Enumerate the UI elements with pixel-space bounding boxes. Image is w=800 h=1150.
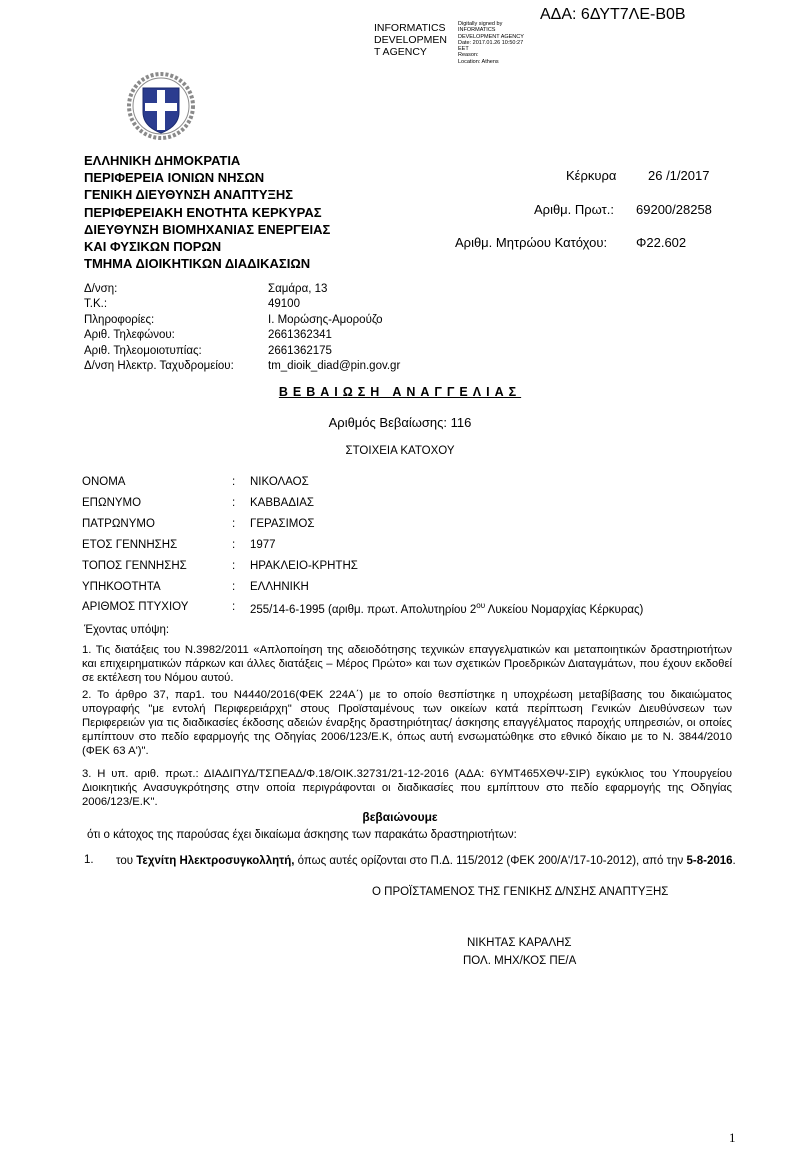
owner-colon: : <box>232 539 236 551</box>
owner-colon: : <box>232 497 236 509</box>
owner-label: ΤΟΠΟΣ ΓΕΝΝΗΣΗΣ <box>82 560 187 572</box>
degree-text: 255/14-6-1995 (αριθμ. πρωτ. Απολυτηρίου 2 <box>250 603 477 616</box>
owner-label: ΟΝΟΜΑ <box>82 476 126 488</box>
header-line: ΚΑΙ ΦΥΣΙΚΩΝ ΠΟΡΩΝ <box>84 239 222 255</box>
header-line: ΠΕΡΙΦΕΡΕΙΑ ΙΟΝΙΩΝ ΝΗΣΩΝ <box>84 170 265 186</box>
activity-number: 1. <box>84 854 94 866</box>
degree-value <box>250 601 643 616</box>
owner-value: ΕΛΛΗΝΙΚΗ <box>250 581 309 593</box>
owner-label: ΕΤΟΣ ΓΕΝΝΗΣΗΣ <box>82 539 178 551</box>
signature-detail-line: EET <box>458 46 469 53</box>
document-title <box>0 385 800 399</box>
registry-label: Αριθμ. Μητρώου Κατόχου: <box>455 235 608 250</box>
signature-detail-line: Digitally signed by <box>458 21 503 27</box>
ada-code: ΑΔΑ: 6ΔΥΤ7ΛΕ-Β0Β <box>540 6 686 23</box>
signature-detail-line: Reason: <box>458 52 479 59</box>
owner-label: ΕΠΩΝΥΜΟ <box>82 497 142 509</box>
paragraph-3: 3. Η υπ. αριθ. πρωτ.: ΔΙΑΔΙΠΥΔ/ΤΣΠΕΑΔ/Φ.18/ΟΙΚ.32731/21-12-2016 (ΑΔΑ: 6ΥΜΤ465ΧΘΨ-ΣΙΡ) εγκύκλιος του Υπουργείου Διοικητικής Ανασυγκρότησης στην οποία περιγράφονται οι διαδικασίες που εμπίπτουν στο πεδίο εφαρμογής της Οδηγίας 2006/123/Ε.Κ". <box>82 768 732 808</box>
header-line: ΔΙΕΥΘΥΝΣΗ ΒΙΟΜΗΧΑΝΙΑΣ ΕΝΕΡΓΕΙΑΣ <box>84 221 331 237</box>
contact-value: 49100 <box>268 298 300 311</box>
signature-detail-line: INFORMATICS <box>458 27 496 34</box>
header-line: ΤΜΗΜΑ ΔΙΟΙΚΗΤΙΚΩΝ ΔΙΑΔΙΚΑΣΙΩΝ <box>84 256 311 272</box>
signature-detail-line: Location: Athens <box>458 58 499 65</box>
paragraph-2: 2. Το άρθρο 37, παρ1. του Ν4440/2016(ΦΕΚ 224Α΄) με το οποίο θεσπίστηκε η υποχρέωση μεταβίβασης του δικαιώματος υπογραφής "με εντολή Περιφερειάρχη" στους Προϊσταμένους των οικείων κατά περίπτωση Γενικών Διευθύνσεων των Περιφερειών για τις διαδικασίες έκδοσης αδειών έναρξης δραστηριότητας/ άσκησης επαγγέλματος παροχής υπηρεσιών, οι οποίες εμπίπτουν στο πεδίο εφαρμογής της Οδηγίας 2006/123/Ε.Κ, όπως αυτή ενσωματώθηκε στο εθνικό δίκαιο με το Ν. 3844/2010 (ΦΕΚ 63 Α')". <box>82 689 732 757</box>
contact-value: Ι. Μορώσης-Αμορούζο <box>268 313 383 326</box>
certificate-number: Αριθμός Βεβαίωσης: 116 <box>328 415 472 430</box>
contact-label: Τ.Κ.: <box>84 298 108 311</box>
document-title-text: ΒΕΒΑΙΩΣΗ ΑΝΑΓΓΕΛΙΑΣ <box>278 385 522 399</box>
contact-label: Αριθ. Τηλεομοιοτυπίας: <box>84 344 202 357</box>
signatory-title: ΠΟΛ. ΜΗΧ/ΚΟΣ ΠΕ/Α <box>463 955 577 967</box>
owner-colon: : <box>232 601 236 613</box>
owner-colon: : <box>232 476 236 488</box>
activity-text <box>116 854 738 869</box>
certify-text: ότι ο κάτοχος της παρούσας έχει δικαίωμα άσκησης των παρακάτω δραστηριοτήτων: <box>87 829 517 841</box>
owner-label: ΠΑΤΡΩΝΥΜΟ <box>82 518 155 530</box>
doc-place: Κέρκυρα <box>566 168 617 183</box>
owner-value: ΝΙΚΟΛΑΟΣ <box>250 476 309 488</box>
contact-info <box>84 282 484 377</box>
contact-label: Δ/νση Ηλεκτρ. Ταχυδρομείου: <box>84 360 234 372</box>
doc-date: 26 /1/2017 <box>648 168 710 183</box>
certify-heading: βεβαιώνουμε <box>362 810 438 824</box>
owner-section-header: ΣΤΟΙΧΕΙΑ ΚΑΤΟΧΟΥ <box>345 445 455 457</box>
contact-email: tm_dioik_diad@pin.gov.gr <box>268 360 401 372</box>
signature-org-line: DEVELOPMEN <box>374 34 447 46</box>
signature-detail-line: Date: 2017.01.26 10:50:27 <box>458 39 524 46</box>
activity-date: 5-8-2016 <box>686 855 733 867</box>
activity-name: Τεχνίτη Ηλεκτροσυγκολλητή, <box>136 855 295 867</box>
header-line: ΠΕΡΙΦΕΡΕΙΑΚΗ ΕΝΟΤΗΤΑ ΚΕΡΚΥΡΑΣ <box>84 204 322 220</box>
authority-header <box>84 152 330 272</box>
signature-details <box>458 21 524 65</box>
activity-text-part: . <box>732 855 736 867</box>
degree-superscript: ου <box>476 601 486 610</box>
greek-coat-of-arms-icon <box>127 72 195 140</box>
owner-value: ΗΡΑΚΛΕΙΟ-ΚΡΗΤΗΣ <box>250 560 358 572</box>
contact-value: 2661362175 <box>268 344 332 357</box>
protocol-label: Αριθμ. Πρωτ.: <box>534 202 615 217</box>
header-line: ΕΛΛΗΝΙΚΗ ΔΗΜΟΚΡΑΤΙΑ <box>84 153 241 168</box>
owner-colon: : <box>232 518 236 530</box>
activity-text-part: όπως αυτές ορίζονται στο Π.Δ. 115/2012 (ΦΕΚ 200/Α'/17-10-2012), από την <box>294 855 687 867</box>
page-number: 1 <box>729 1130 736 1145</box>
owner-colon: : <box>232 560 236 572</box>
contact-label: Αριθ. Τηλεφώνου: <box>84 329 175 342</box>
degree-text: Λυκείου Νομαρχίας Κέρκυρας) <box>485 603 644 616</box>
registry-number: Φ22.602 <box>636 235 687 250</box>
signatory-role: Ο ΠΡΟΪΣΤΑΜΕΝΟΣ ΤΗΣ ΓΕΝΙΚΗΣ Δ/ΝΣΗΣ ΑΝΑΠΤΥΞΗΣ <box>372 886 669 898</box>
signatory-name: ΝΙΚΗΤΑΣ ΚΑΡΑΛΗΣ <box>467 937 572 949</box>
owner-value: ΚΑΒΒΑΔΙΑΣ <box>250 497 315 509</box>
owner-value: 1977 <box>250 539 276 551</box>
considering-label: Έχοντας υπόψη: <box>84 624 170 636</box>
owner-label: ΑΡΙΘΜΟΣ ΠΤΥΧΙΟΥ <box>82 601 189 613</box>
activity-text-part: του <box>116 855 137 867</box>
signature-org-line: T AGENCY <box>374 46 427 58</box>
contact-value: 2661362341 <box>268 329 332 342</box>
signature-detail-line: DEVELOPMENT AGENCY <box>458 33 524 40</box>
signature-org-line: INFORMATICS <box>374 22 446 34</box>
signature-org <box>374 22 447 58</box>
owner-colon: : <box>232 581 236 593</box>
contact-value: Σαμάρα, 13 <box>268 283 328 295</box>
owner-label: ΥΠΗΚΟΟΤΗΤΑ <box>82 581 161 593</box>
owner-value: ΓΕΡΑΣΙΜΟΣ <box>250 518 315 530</box>
header-line: ΓΕΝΙΚΗ ΔΙΕΥΘΥΝΣΗ ΑΝΑΠΤΥΞΗΣ <box>84 187 294 203</box>
protocol-number: 69200/28258 <box>636 202 712 217</box>
paragraph-1: 1. Τις διατάξεις του Ν.3982/2011 «Απλοποίηση της αδειοδότησης τεχνικών επαγγελματικών και μεταποιητικών δραστηριοτήτων και επιχειρηματικών πάρκων και άλλες διατάξεις – Μέρος Πρώτο» και των σχετικών Προεδρικών Διαταγμάτων, που έχουν εκδοθεί σε εκτέλεση του Νόμου αυτού. <box>82 644 732 684</box>
contact-label: Πληροφορίες: <box>84 313 155 326</box>
contact-label: Δ/νση: <box>84 283 118 295</box>
